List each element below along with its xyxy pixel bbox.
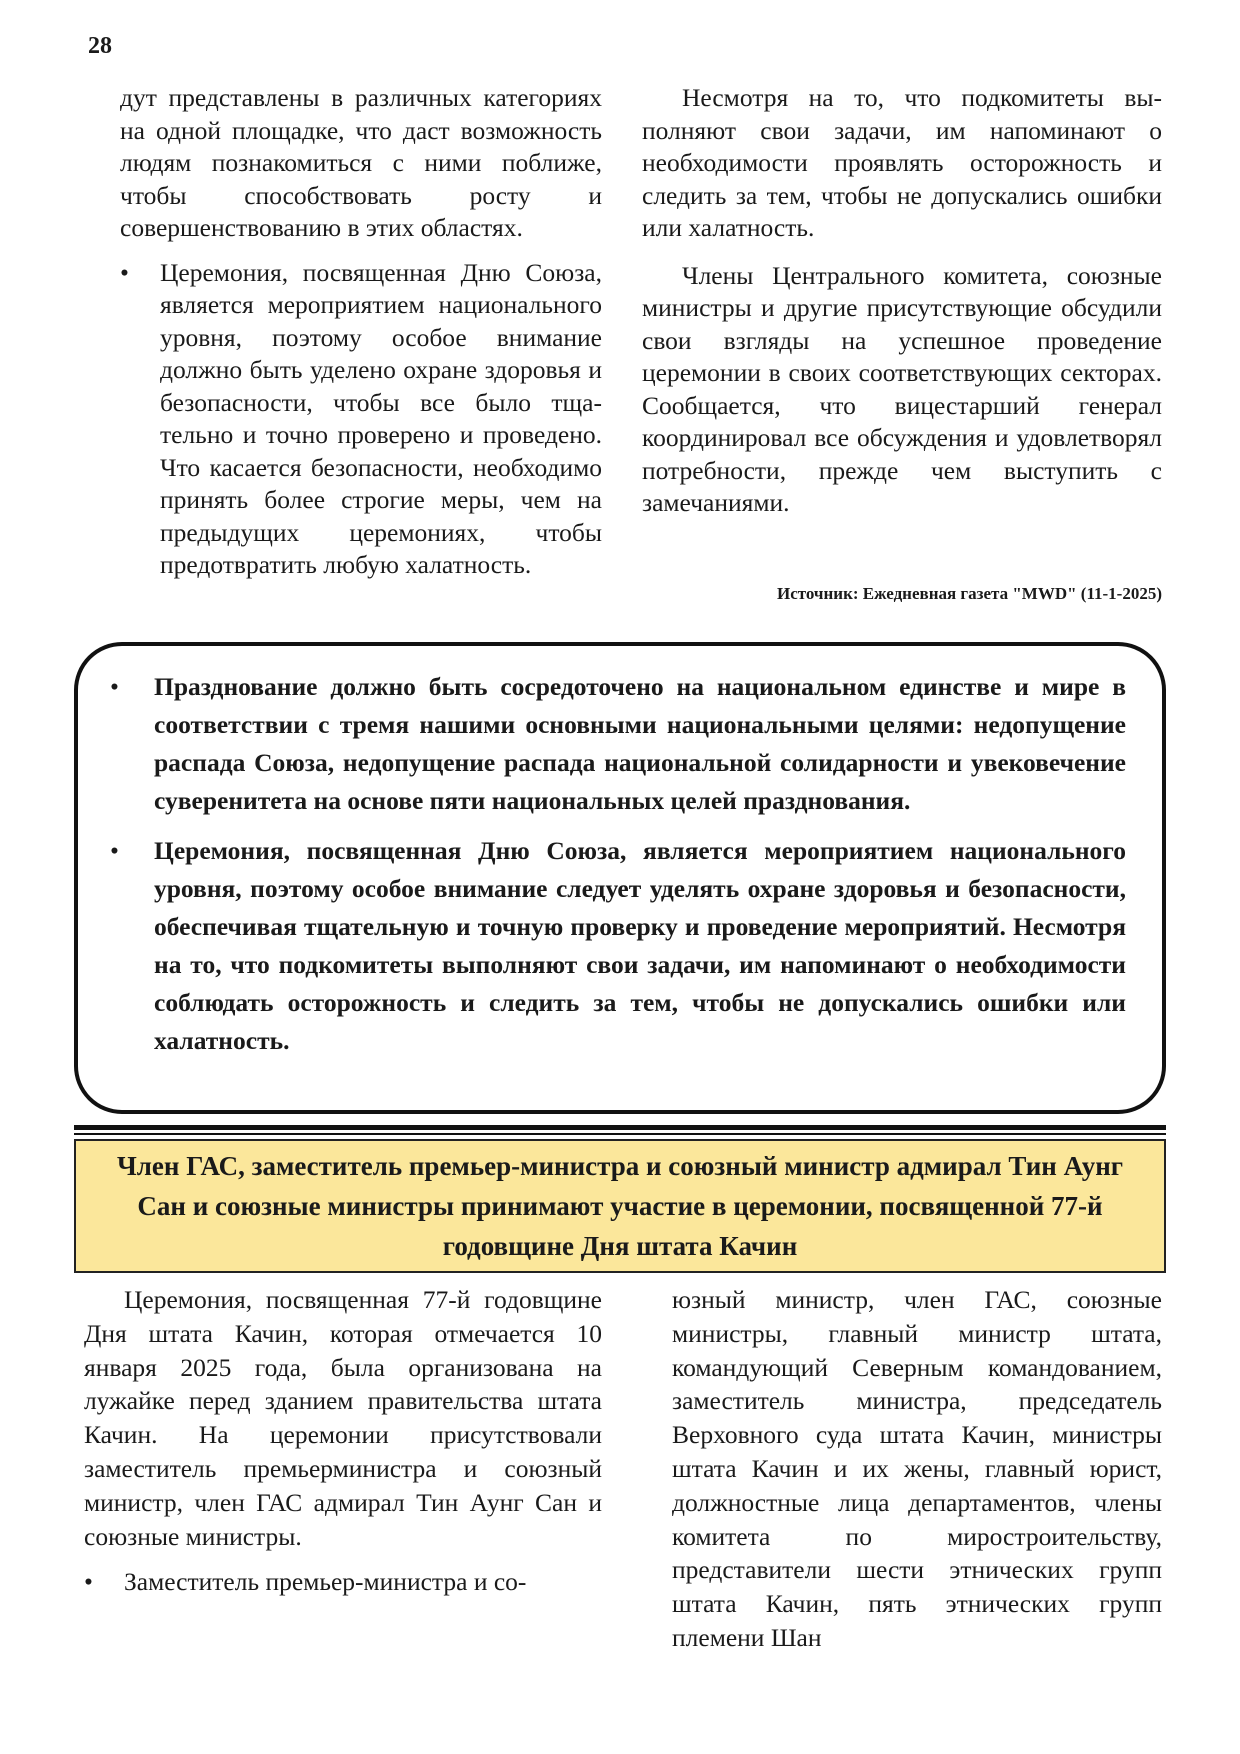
box-bullet-item (110, 668, 1126, 820)
section-divider-thin (74, 1133, 1166, 1135)
top-left-column (120, 82, 602, 582)
continued-paragraph: дут представлены в различных категориях на одной площадке, что даст возможность людям познакомиться с ними поближе, чтобы способствовать росту и совершенствованию в этих областях. (120, 83, 602, 242)
paragraph: юзный министр, член ГАС, союзные министры, главный министр штата, командующий Северным командованием, заместитель министра, председатель Верховного суда штата Качин, министры штата Качин и их жены, главный юрист, должностные лица департаментов, члены комитета по миростроительству, представители шести этнических групп штата Качин, пять этнических групп племени Шан (672, 1285, 1162, 1652)
source-citation: Источник: Ежедневная газета "MWD" (11-1-2025) (776, 584, 1162, 603)
bullet-item (84, 1565, 602, 1599)
bottom-left-column (84, 1283, 602, 1599)
paragraph: Члены Центрального комитета, союзные министры и другие присутствующие обсудили свои взгляды на успешное проведение церемонии в своих соответствующих секторах. Сообщается, что вицестарший генерал координировал все обсуждения и удовлетворял потребности, прежде чем выступить с замечаниями. (642, 260, 1162, 517)
bullet-icon: • (110, 836, 119, 865)
section-divider (74, 1125, 1166, 1130)
bullet-text: Церемония, посвященная Дню Союза, является мероприятием национального уровня, поэтому особое внимание должно быть уделено охране здоровья и безопасности, чтобы все было тщательно и точно проверено и проведено. Что касается безопасности, необходимо принять более строгие меры, чем на предыдущих церемониях, чтобы предотвратить любую халатность. (160, 257, 602, 579)
highlight-box (74, 642, 1166, 1114)
box-bullet-text: Празднование должно быть сосредоточено на национальном единстве и мире в соответствии с тремя нашими основными национальными целями: недопущение распада Союза, недопущение распада национальной солидарности и увековечение суверенитета на основе пяти национальных целей празднования. (154, 672, 1126, 815)
headline-text: Член ГАС, заместитель премьер-министра и союзный министр адмирал Тин Аунг Сан и союзные министры принимают участие в церемонии, посвященной 77-й годовщине Дня штата Качин (116, 1151, 1124, 1261)
bullet-icon: • (120, 257, 129, 287)
top-right-column (642, 82, 1162, 520)
bullet-item (120, 257, 602, 582)
page-number: 28 (88, 33, 112, 59)
bullet-text: Заместитель премьер-министра и со- (124, 1567, 527, 1597)
box-bullet-text: Церемония, посвященная Дню Союза, является мероприятием национального уровня, поэтому особое внимание следует уделять охране здоровья и безопасности, обеспечивая тщательную и точную проверку и проведение мероприятий. Несмотря на то, что подкомитеты выполняют свои задачи, им напоминают о необходимости соблюдать осторожность и следить за тем, чтобы не допускались ошибки или халатность. (154, 836, 1126, 1055)
paragraph: Церемония, посвященная 77-й годовщине Дня штата Качин, которая отмечается 10 января 2025 года, была организована на лужайке перед зданием правительства штата Качин. На церемонии присутствовали заместитель премьерминистра и союзный министр, член ГАС адмирал Тин Аунг Сан и союзные министры. (84, 1285, 602, 1551)
bullet-icon: • (110, 672, 119, 701)
paragraph: Несмотря на то, что подкомитеты выполняют свои задачи, им напоминают о необходимости проявлять осторожность и следить за тем, чтобы не допускались ошибки или халатность. (642, 83, 1162, 242)
bottom-right-column (672, 1283, 1162, 1655)
box-bullet-item (110, 832, 1126, 1060)
bullet-icon: • (84, 1567, 93, 1597)
article-headline (74, 1139, 1166, 1273)
